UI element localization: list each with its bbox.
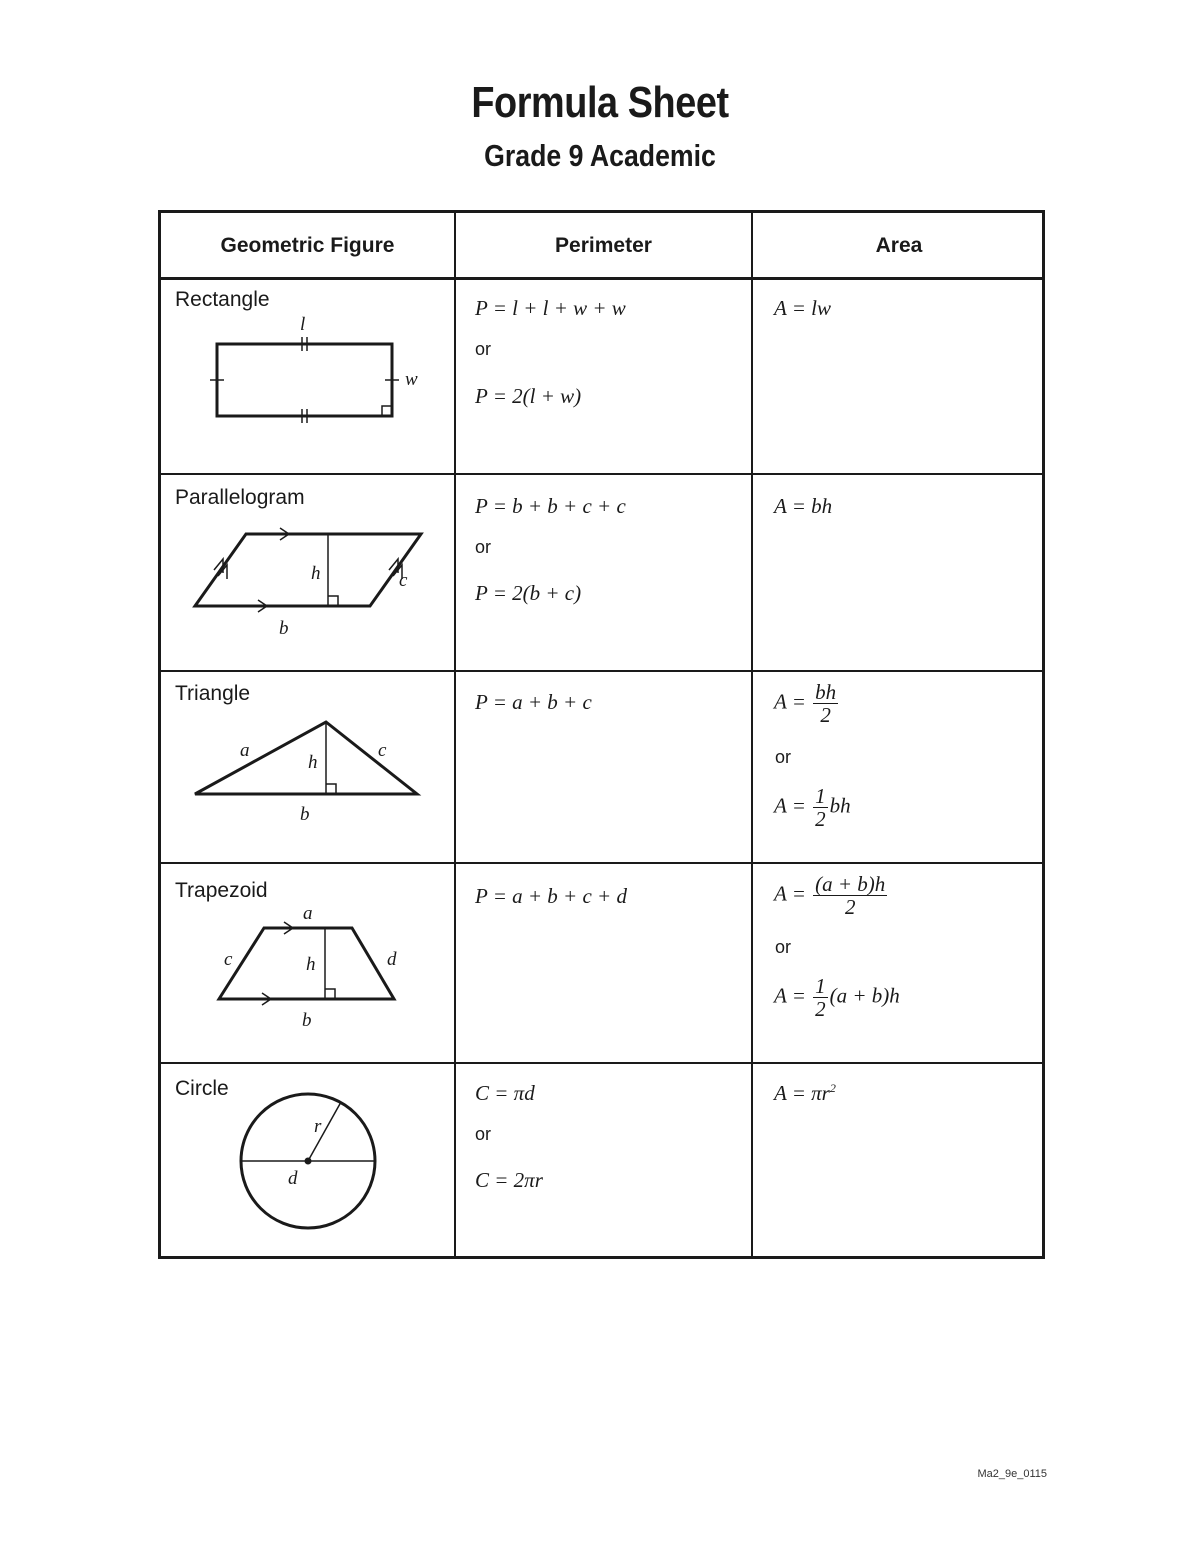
formula-table: [158, 210, 1045, 1259]
column-divider: [751, 213, 753, 1256]
triangle-area-formula: [774, 681, 840, 726]
rectangle-area-formula: A = lw: [774, 296, 831, 320]
triangle-area-alt-denominator: 2: [815, 807, 826, 831]
trapezoid-area-or: or: [775, 937, 792, 957]
trapezoid-area-alt-tail: (a + b)h: [829, 983, 900, 1008]
figure-name-triangle: Triangle: [175, 682, 251, 705]
header-area: Area: [875, 234, 923, 257]
parallelogram-base-label: b: [279, 618, 289, 639]
triangle-perimeter-formula: P = a + b + c: [475, 690, 592, 714]
triangle-side-c-label: c: [378, 740, 387, 761]
trapezoid-area-alt: [774, 975, 900, 1020]
circle-area-base: A = πr: [774, 1081, 830, 1105]
figure-name-trapezoid: Trapezoid: [175, 879, 268, 902]
trapezoid-perimeter-formula: P = a + b + c + d: [475, 884, 627, 908]
parallelogram-area-formula: A = bh: [774, 494, 833, 518]
trapezoid-left-label: c: [224, 949, 233, 970]
triangle-area-alt-numerator: 1: [815, 784, 826, 808]
triangle-area-alt-fraction: [813, 785, 828, 830]
trapezoid-area-alt-denominator: 2: [815, 997, 826, 1021]
circle-perimeter-alt: C = 2πr: [475, 1168, 543, 1192]
figure-name-circle: Circle: [175, 1077, 229, 1100]
triangle-area-alt-tail: bh: [829, 793, 851, 818]
circle-area-formula: [774, 1081, 836, 1106]
column-divider: [454, 213, 456, 1256]
circle-diameter-label: d: [288, 1168, 298, 1189]
trapezoid-height-label: h: [306, 954, 316, 975]
circle-radius-label: r: [314, 1116, 322, 1137]
triangle-area-denominator: 2: [820, 703, 831, 727]
parallelogram-height-label: h: [311, 563, 321, 584]
triangle-area-or: or: [775, 747, 792, 767]
trapezoid-area-formula: [774, 873, 889, 918]
triangle-area-numerator: bh: [815, 680, 837, 704]
parallelogram-perimeter-or: or: [475, 537, 492, 557]
triangle-base-label: b: [300, 804, 310, 825]
triangle-height-label: h: [308, 752, 318, 773]
triangle-area-fraction: [813, 681, 838, 726]
triangle-diagram: [161, 672, 454, 862]
trapezoid-area-denominator: 2: [844, 895, 856, 919]
figure-name-rectangle: Rectangle: [175, 288, 270, 311]
trapezoid-diagram: [161, 864, 454, 1060]
trapezoid-area-alt-numerator: 1: [815, 974, 826, 998]
header-perimeter: Perimeter: [555, 234, 652, 257]
footer-code: Ma2_9e_0115: [977, 1468, 1047, 1480]
figure-name-parallelogram: Parallelogram: [175, 486, 305, 509]
triangle-side-a-label: a: [240, 740, 250, 761]
parallelogram-perimeter-formula: P = b + b + c + c: [475, 494, 626, 518]
trapezoid-base-label: b: [302, 1010, 312, 1031]
trapezoid-area-alt-lhs: A =: [774, 983, 806, 1008]
trapezoid-right-label: d: [387, 949, 397, 970]
parallelogram-diagram: [161, 475, 454, 669]
rectangle-perimeter-or: or: [475, 339, 492, 359]
trapezoid-area-lhs: A =: [774, 881, 806, 906]
rectangle-length-label: l: [300, 314, 306, 335]
circle-perimeter-formula: C = πd: [475, 1081, 535, 1105]
trapezoid-area-numerator: (a + b)h: [815, 872, 886, 896]
trapezoid-area-fraction: [813, 873, 887, 918]
rectangle-width-label: w: [405, 369, 418, 390]
parallelogram-perimeter-alt: P = 2(b + c): [475, 581, 582, 605]
triangle-area-lhs: A =: [774, 689, 806, 714]
rectangle-perimeter-alt: P = 2(l + w): [475, 384, 582, 408]
rectangle-perimeter-formula: P = l + l + w + w: [475, 296, 626, 320]
trapezoid-area-alt-fraction: [813, 975, 828, 1020]
triangle-area-alt-lhs: A =: [774, 793, 806, 818]
page-subtitle: Grade 9 Academic: [484, 138, 716, 173]
circle-area-exponent: 2: [829, 1081, 836, 1095]
triangle-area-alt: [774, 785, 851, 830]
page-title: Formula Sheet: [471, 78, 729, 127]
header-geometric-figure: Geometric Figure: [220, 234, 395, 257]
circle-diagram: [161, 1064, 454, 1257]
parallelogram-side-label: c: [399, 570, 408, 591]
circle-perimeter-or: or: [475, 1124, 492, 1144]
rectangle-diagram: [161, 279, 454, 469]
trapezoid-top-label: a: [303, 903, 313, 924]
